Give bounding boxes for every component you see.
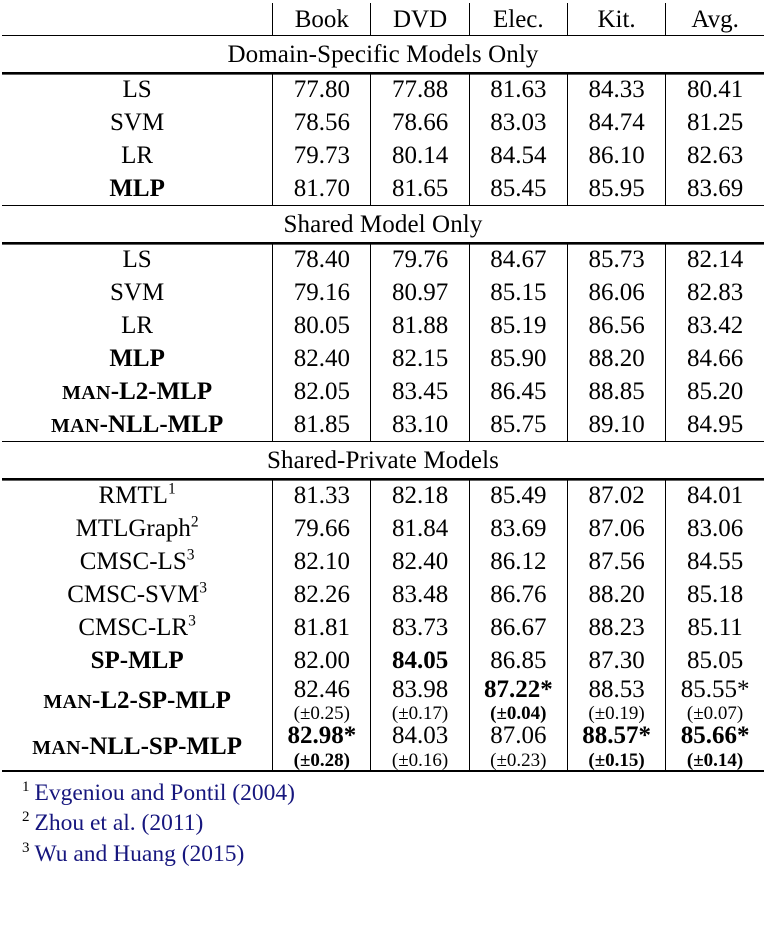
row-label-text: CMSC-SVM xyxy=(67,581,200,608)
row-label-text: LS xyxy=(122,246,152,273)
footnotes xyxy=(22,778,766,870)
footnote-ref: 1 xyxy=(167,480,176,498)
footnote-ref: 3 xyxy=(188,612,196,630)
table-cell: 83.73 xyxy=(371,611,469,644)
cell-std-dev: (±0.17) xyxy=(391,703,449,725)
row-label-text: CMSC-LR xyxy=(78,614,189,641)
table-cell: 79.73 xyxy=(273,139,371,172)
row-label xyxy=(2,73,273,107)
results-table-page xyxy=(0,3,766,943)
footnote-number: 3 xyxy=(22,839,30,856)
section-header-row xyxy=(2,206,764,243)
table-cell xyxy=(371,677,469,723)
table-cell: 81.70 xyxy=(273,172,371,206)
table-cell: 82.40 xyxy=(371,545,469,578)
section-header-row xyxy=(2,442,764,479)
table-cell: 84.05 xyxy=(371,644,469,677)
footnote-number: 1 xyxy=(22,778,30,795)
table-cell: 84.54 xyxy=(469,139,567,172)
row-label xyxy=(2,342,273,375)
cell-std-dev: (±0.19) xyxy=(588,703,645,725)
table-cell: 86.12 xyxy=(469,545,567,578)
table-row xyxy=(2,73,764,107)
column-header-avg: Avg. xyxy=(666,3,764,36)
footnote-ref: 3 xyxy=(199,579,207,597)
row-label-prefix: MAN xyxy=(50,415,100,437)
row-label xyxy=(2,106,273,139)
row-label-text: MTLGraph xyxy=(75,515,191,542)
table-cell: 88.20 xyxy=(567,342,665,375)
cell-value: 88.57* xyxy=(582,722,651,750)
cell-value: 88.53 xyxy=(588,676,645,703)
cell-value: 85.55* xyxy=(680,676,750,703)
row-label-text: RMTL xyxy=(98,482,168,509)
cell-std-dev: (±0.14) xyxy=(686,749,744,771)
table-cell xyxy=(469,677,567,723)
table-body xyxy=(2,3,764,772)
table-cell: 82.00 xyxy=(273,644,371,677)
row-label-text: SP-MLP xyxy=(90,647,184,674)
table-row xyxy=(2,408,764,442)
table-cell: 82.63 xyxy=(666,139,764,172)
table-cell: 87.56 xyxy=(567,545,665,578)
table-cell: 88.23 xyxy=(567,611,665,644)
table-cell: 85.18 xyxy=(666,578,764,611)
table-row xyxy=(2,309,764,342)
table-cell: 86.10 xyxy=(567,139,665,172)
table-cell: 87.02 xyxy=(567,479,665,513)
table-cell: 84.55 xyxy=(666,545,764,578)
row-label xyxy=(2,512,273,545)
table-row xyxy=(2,644,764,677)
table-cell: 80.05 xyxy=(273,309,371,342)
row-label xyxy=(2,309,273,342)
table-row xyxy=(2,677,764,723)
table-cell: 79.16 xyxy=(273,276,371,309)
cell-value: 87.06 xyxy=(490,722,547,750)
table-row xyxy=(2,723,764,770)
section-title: Shared Model Only xyxy=(2,206,764,243)
cell-value: 87.22* xyxy=(483,676,553,703)
row-label xyxy=(2,408,273,442)
table-cell: 86.76 xyxy=(469,578,567,611)
cell-std-dev: (±0.15) xyxy=(588,749,645,771)
column-header-dvd: DVD xyxy=(371,3,469,36)
table-cell: 89.10 xyxy=(567,408,665,442)
section-title: Shared-Private Models xyxy=(2,442,764,479)
table-cell: 81.81 xyxy=(273,611,371,644)
footnote-citation-link[interactable]: Wu and Huang (2015) xyxy=(34,840,245,867)
row-label xyxy=(2,644,273,677)
table-bottom-rule xyxy=(2,771,764,772)
table-cell: 79.66 xyxy=(273,512,371,545)
row-label-text: LS xyxy=(122,76,152,103)
table-row xyxy=(2,375,764,408)
table-cell: 85.73 xyxy=(567,243,665,277)
footnote-item xyxy=(22,778,766,809)
table-cell xyxy=(371,723,469,770)
table-cell: 86.06 xyxy=(567,276,665,309)
table-cell xyxy=(666,723,764,770)
table-cell: 85.90 xyxy=(469,342,567,375)
table-cell: 81.88 xyxy=(371,309,469,342)
table-cell: 83.48 xyxy=(371,578,469,611)
row-label xyxy=(2,578,273,611)
table-cell: 82.15 xyxy=(371,342,469,375)
table-cell: 86.45 xyxy=(469,375,567,408)
table-cell: 78.40 xyxy=(273,243,371,277)
row-label-text: LR xyxy=(121,142,154,169)
table-cell: 80.41 xyxy=(666,73,764,107)
table-cell xyxy=(273,723,371,770)
table-cell: 85.11 xyxy=(666,611,764,644)
cell-std-dev: (±0.23) xyxy=(490,749,547,771)
column-header-kit: Kit. xyxy=(567,3,665,36)
table-cell xyxy=(666,677,764,723)
table-cell: 83.10 xyxy=(371,408,469,442)
row-label xyxy=(2,479,273,513)
cell-std-dev: (±0.04) xyxy=(490,703,547,725)
row-label-text: -L2-MLP xyxy=(110,378,213,405)
table-cell: 80.97 xyxy=(371,276,469,309)
cell-std-dev: (±0.16) xyxy=(391,749,449,771)
cell-value: 83.98 xyxy=(391,676,449,703)
table-cell: 86.85 xyxy=(469,644,567,677)
row-label-prefix: MAN xyxy=(32,736,81,759)
cell-std-dev: (±0.25) xyxy=(293,703,350,725)
table-cell: 78.56 xyxy=(273,106,371,139)
bottom-rule-cell xyxy=(2,771,764,772)
table-cell: 88.20 xyxy=(567,578,665,611)
table-cell: 83.42 xyxy=(666,309,764,342)
table-cell: 85.20 xyxy=(666,375,764,408)
table-row xyxy=(2,276,764,309)
cell-std-dev: (±0.07) xyxy=(686,703,744,725)
cell-value: 82.46 xyxy=(293,676,350,703)
table-row xyxy=(2,611,764,644)
table-cell xyxy=(567,677,665,723)
table-cell: 84.95 xyxy=(666,408,764,442)
table-cell: 80.14 xyxy=(371,139,469,172)
row-label xyxy=(2,611,273,644)
table-cell: 83.69 xyxy=(469,512,567,545)
table-cell: 82.14 xyxy=(666,243,764,277)
table-cell: 81.63 xyxy=(469,73,567,107)
table-cell: 86.67 xyxy=(469,611,567,644)
row-label-text: SVM xyxy=(110,279,165,306)
footnote-ref: 3 xyxy=(186,546,195,564)
table-cell xyxy=(273,677,371,723)
column-header-blank xyxy=(2,3,273,36)
table-header-row xyxy=(2,3,764,36)
table-cell xyxy=(567,723,665,770)
table-cell: 77.88 xyxy=(371,73,469,107)
table-cell: 85.19 xyxy=(469,309,567,342)
table-row xyxy=(2,139,764,172)
table-cell: 83.45 xyxy=(371,375,469,408)
table-cell: 84.33 xyxy=(567,73,665,107)
table-cell: 83.69 xyxy=(666,172,764,206)
footnote-ref: 2 xyxy=(190,513,199,531)
row-label-text: CMSC-LS xyxy=(79,548,187,575)
footnote-citation-link[interactable]: Zhou et al. (2011) xyxy=(34,810,204,837)
cell-std-dev: (±0.28) xyxy=(293,749,350,771)
row-label xyxy=(2,276,273,309)
table-cell: 87.30 xyxy=(567,644,665,677)
table-cell: 83.03 xyxy=(469,106,567,139)
footnote-number: 2 xyxy=(22,809,30,826)
row-label-text: -NLL-SP-MLP xyxy=(80,732,242,760)
table-cell: 82.40 xyxy=(273,342,371,375)
table-cell: 82.05 xyxy=(273,375,371,408)
table-cell: 85.95 xyxy=(567,172,665,206)
table-row xyxy=(2,512,764,545)
table-cell: 86.56 xyxy=(567,309,665,342)
footnote-citation-link[interactable]: Evgeniou and Pontil (2004) xyxy=(34,779,295,806)
row-label-text: -NLL-MLP xyxy=(99,411,224,438)
cell-value: 85.66* xyxy=(680,722,750,750)
table-cell: 81.65 xyxy=(371,172,469,206)
cell-value: 84.03 xyxy=(391,722,449,750)
table-cell: 84.74 xyxy=(567,106,665,139)
table-cell: 85.05 xyxy=(666,644,764,677)
footnote-item xyxy=(22,839,766,870)
section-title: Domain-Specific Models Only xyxy=(2,36,764,73)
row-label-prefix: MAN xyxy=(62,382,111,404)
table-cell: 87.06 xyxy=(567,512,665,545)
table-cell: 81.84 xyxy=(371,512,469,545)
table-row xyxy=(2,479,764,513)
table-cell: 82.83 xyxy=(666,276,764,309)
table-cell: 82.10 xyxy=(273,545,371,578)
table-cell: 78.66 xyxy=(371,106,469,139)
table-row xyxy=(2,172,764,206)
table-row xyxy=(2,243,764,277)
table-row xyxy=(2,106,764,139)
table-cell: 82.26 xyxy=(273,578,371,611)
table-cell: 81.25 xyxy=(666,106,764,139)
footnote-item xyxy=(22,808,766,839)
row-label xyxy=(2,375,273,408)
row-label-text: MLP xyxy=(109,345,165,372)
table-cell: 85.75 xyxy=(469,408,567,442)
table-cell: 83.06 xyxy=(666,512,764,545)
row-label xyxy=(2,545,273,578)
cell-value: 82.98* xyxy=(287,722,357,750)
table-row xyxy=(2,578,764,611)
table-row xyxy=(2,342,764,375)
row-label xyxy=(2,172,273,206)
column-header-elec: Elec. xyxy=(469,3,567,36)
table-cell: 81.85 xyxy=(273,408,371,442)
table-cell: 85.49 xyxy=(469,479,567,513)
row-label-text: LR xyxy=(121,312,154,339)
table-cell: 84.67 xyxy=(469,243,567,277)
results-table xyxy=(2,3,764,772)
table-cell: 88.85 xyxy=(567,375,665,408)
table-cell xyxy=(469,723,567,770)
table-cell: 84.01 xyxy=(666,479,764,513)
row-label-text: SVM xyxy=(110,109,165,136)
table-cell: 84.66 xyxy=(666,342,764,375)
table-cell: 81.33 xyxy=(273,479,371,513)
row-label-text: MLP xyxy=(109,175,165,202)
table-cell: 85.15 xyxy=(469,276,567,309)
row-label-prefix: MAN xyxy=(43,690,92,713)
row-label xyxy=(2,677,273,723)
section-header-row xyxy=(2,36,764,73)
table-row xyxy=(2,545,764,578)
row-label xyxy=(2,139,273,172)
row-label-text: -L2-SP-MLP xyxy=(92,686,231,714)
table-cell: 85.45 xyxy=(469,172,567,206)
row-label xyxy=(2,243,273,277)
table-cell: 77.80 xyxy=(273,73,371,107)
column-header-book: Book xyxy=(273,3,371,36)
table-cell: 82.18 xyxy=(371,479,469,513)
row-label xyxy=(2,723,273,770)
table-cell: 79.76 xyxy=(371,243,469,277)
